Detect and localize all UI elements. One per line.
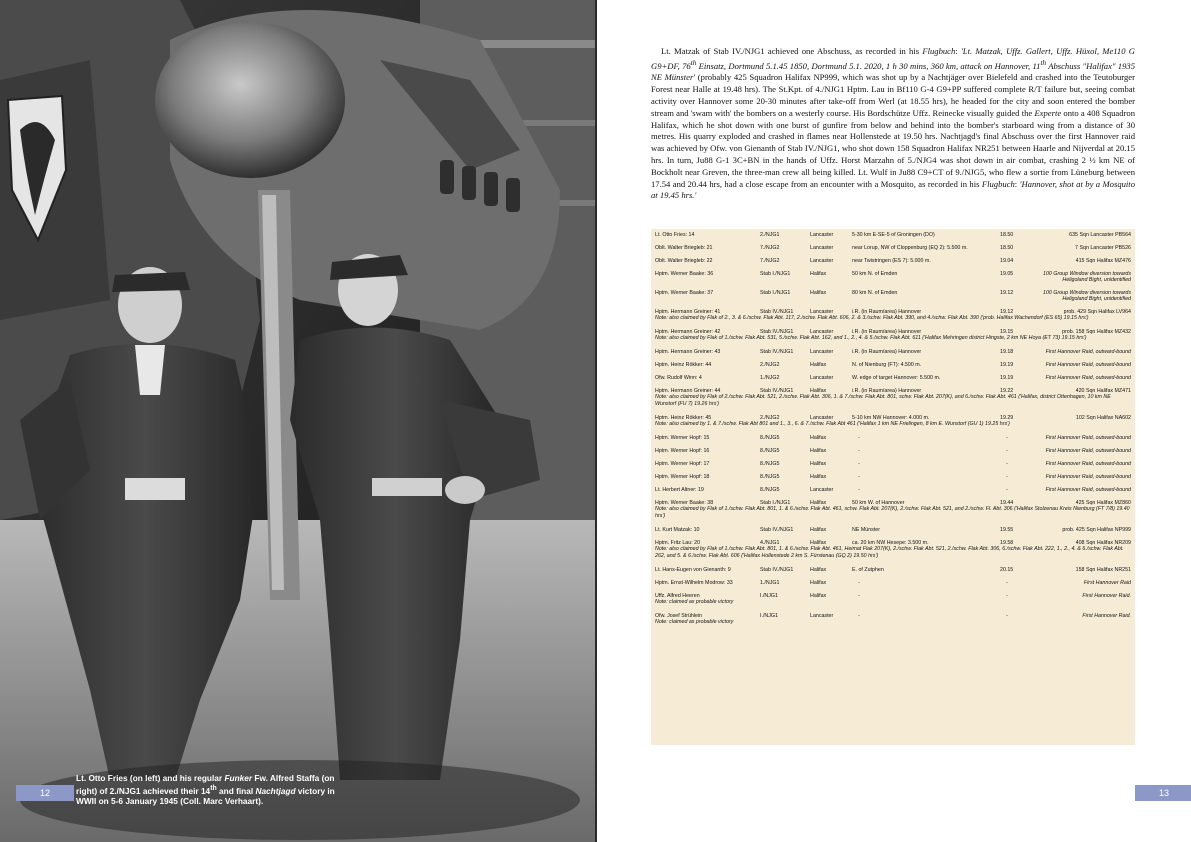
- cell-result: prob. 425 Sqn Halifax NP999: [1062, 527, 1131, 533]
- cell-place: -: [858, 487, 860, 493]
- cell-type: Lancaster: [810, 415, 834, 421]
- cell-pilot: Hptm. Hermann Greiner: 42: [655, 329, 721, 335]
- cell-unit: Stab IV./NJG1: [760, 349, 794, 355]
- cell-result: First Hannover Raid, outward-bound: [1045, 448, 1131, 454]
- table-row: [655, 287, 1131, 302]
- cell-type: Halifax: [810, 567, 827, 573]
- cell-unit: Stab IV./NJG1: [760, 388, 794, 394]
- narrative-paragraph: Lt. Matzak of Stab IV./NJG1 achieved one Abschuss, as recorded in his Flugbuch: 'Lt. Matzak, Uffz. Gallert, Uffz. Hüxol, Me110 G G9+DF, 76th Einsatz, Dortmund 5.1.45 1850, Dortmund 5.1. 2020, 1 h 30 mins, 360 km, attack on Hannover, 11th Abschuss "Halifax" 1935 NE Münster' (probably 425 Squadron Halifax NP999, which was shot up by a Nachtjäger over Bielefeld and crashed into the Teutoburger Forest near Halle at 19.48 hrs). The St.Kpt. of 4./NJG1 Hptm. Lau in Bf110 G-4 G9+PP suffered complete R/T failure but, seeing combat activity over Hannover some 20-30 minutes after take-off from Werl (at 18.55 hrs), he headed for the city and soon entered the bomber stream and 'swam with' the bombers on a westerly course. His Bordschütze Uffz. Reinecke visually guided the Experte onto a 408 Squadron Halifax, which he shot down with one burst of gunfire from below and behind into the bomber's starboard wing from a distance of 30 metres. His quarry exploded and crashed in flames near Hollenstede at 19.50 hrs. Nachtjagd's final Abschuss over the first Hannover raid was achieved by Ofw. von Gienanth of Stab IV./NJG1, who shot down 158 Squadron Halifax NR251 between Haarle and Nijverdal at 20.15 hrs. In turn, Ju88 G-1 3C+BN in the hands of Uffz. Horst Marzahn of 5./NJG4 was shot down in air combat, crashing 2 ½ km NE of Bockholt near Greven, the three-man crew all being killed. Lt. Wulf in Ju88 C9+CT of 9./NJG5, who flew a sortie from Lüneburg between 17.54 and 20.44 hrs, had a close escape from an encounter with a Mosquito, as recorded in his Flugbuch: 'Hannover, shot at by a Mosquito at 19.45 hrs.': [651, 46, 1135, 201]
- cell-pilot: Hptm. Werner Hopf: 16: [655, 448, 710, 454]
- cell-type: Lancaster: [810, 613, 834, 619]
- table-row: [655, 432, 1131, 441]
- cell-pilot: Lt. Herbert Altner: 19: [655, 487, 704, 493]
- cell-pilot: Hptm. Werner Hopf: 18: [655, 474, 710, 480]
- cell-time: 19.18: [1000, 349, 1014, 355]
- cell-unit: Stab IV./NJG1: [760, 329, 794, 335]
- row-spacer: [655, 626, 1131, 630]
- cell-place: near Lorup, NW of Cloppenburg (EQ 2): 5.500 m.: [852, 245, 968, 251]
- cell-result: First Hannover Raid, outward-bound: [1045, 461, 1131, 467]
- cell-type: Halifax: [810, 500, 827, 506]
- cell-time: -: [1006, 487, 1008, 493]
- cell-type: Halifax: [810, 271, 827, 277]
- table-row: [655, 372, 1131, 381]
- cell-type: Lancaster: [810, 349, 834, 355]
- cell-time: 19.58: [1000, 540, 1014, 546]
- cell-place: i.R. (in Raum/area) Hannover: [852, 329, 922, 335]
- cell-type: Lancaster: [810, 245, 834, 251]
- cell-type: Halifax: [810, 593, 827, 599]
- cell-type: Halifax: [810, 290, 827, 296]
- cell-pilot: Lt. Hans-Eugen von Gienanth: 9: [655, 567, 731, 573]
- table-row: [655, 471, 1131, 480]
- cell-place: W. edge of target Hannover: 5.500 m.: [852, 375, 941, 381]
- cell-pilot: Hptm. Heinz Rökker: 45: [655, 415, 712, 421]
- cell-result: 100 Group Window diversion towards Heligoland Bight, unidentified: [1043, 290, 1131, 302]
- cell-unit: I./NJG1: [760, 613, 778, 619]
- row-spacer-cell: [655, 626, 1131, 630]
- cell-unit: Stab I./NJG1: [760, 290, 791, 296]
- cell-pilot: Hptm. Werner Baake: 38: [655, 500, 714, 506]
- cell-unit: Stab IV./NJG1: [760, 309, 794, 315]
- table-row: [655, 306, 1131, 315]
- cell-pilot: Oblt. Walter Briegleb: 21: [655, 245, 713, 251]
- victory-table-body: [655, 229, 1131, 630]
- table-row: [655, 359, 1131, 368]
- cell-type: Halifax: [810, 580, 827, 586]
- cell-place: 50 km W. of Hannover: [852, 500, 905, 506]
- cell-type: Lancaster: [810, 309, 834, 315]
- cell-time: 18.50: [1000, 232, 1014, 238]
- cell-time: -: [1006, 448, 1008, 454]
- cell-result: 425 Sqn Halifax MZ860: [1075, 500, 1131, 506]
- cell-place: -: [858, 461, 860, 467]
- cell-place: E. of Zutphen: [852, 567, 884, 573]
- table-row: [655, 385, 1131, 394]
- cell-time: 20.15: [1000, 567, 1014, 573]
- cell-type: Lancaster: [810, 232, 834, 238]
- cell-place: -: [858, 593, 860, 599]
- cell-note: Note: claimed as probable victory: [655, 619, 734, 625]
- table-row-note: [655, 394, 1131, 408]
- cell-place: -: [858, 448, 860, 454]
- cell-result: First Hannover Raid, outward-bound: [1045, 487, 1131, 493]
- cell-time: 19.44: [1000, 500, 1014, 506]
- table-row: [655, 610, 1131, 619]
- cell-note: Note: also claimed by Flak of 1./schw. Flak Abt. 531, 5./schw. Flak Abt. 162, and 1., 2., 4. & 5./schw. Flak Abt. 611 ('Halifax Mehringen district Hingste, 2 km NE Hoya (ET 73) 19.15 hrs'): [655, 335, 1087, 341]
- cell-unit: Stab IV./NJG1: [760, 567, 794, 573]
- cell-time: -: [1006, 474, 1008, 480]
- cell-place: ca. 20 km NW Hesepe: 3.500 m.: [852, 540, 929, 546]
- cell-result: First Hannover Raid, outward-bound: [1045, 474, 1131, 480]
- cell-result: First Hannover Raid, outward-bound: [1045, 349, 1131, 355]
- cell-place: 50 km N. of Emden: [852, 271, 898, 277]
- cell-pilot: Hptm. Heinz Rökker: 44: [655, 362, 712, 368]
- cell-place: 80 km N. of Emden: [852, 290, 898, 296]
- cell-place: i.R. (in Raum/area) Hannover: [852, 309, 922, 315]
- cell-note: Note: also claimed by Flak of 1./schw. Flak Abt. 801, 1. & 6./schw. Flak Abt. 461, Heimat Flak 207(K), 2./schw. Flak Abt. 521, 2./schw. Flak Abt. 306, 6./schw. Flak Abt. 222, 1., 2., 4. & 6./schw. Flak Abt. 262, and 5. & 6./schw. Flak Abt. 606 ('Halifax Hollenstede 2 km S. Fürstenau (GQ 2) 19.50 hrs'): [655, 546, 1124, 559]
- cell-time: -: [1006, 435, 1008, 441]
- cell-pilot: Lt. Otto Fries: 14: [655, 232, 695, 238]
- cell-type: Halifax: [810, 461, 827, 467]
- cell-time: -: [1006, 593, 1008, 599]
- cell-type: Lancaster: [810, 375, 834, 381]
- cell-result: 635 Sqn Lancaster PB564: [1069, 232, 1131, 238]
- narrative-text: [651, 46, 1135, 202]
- cell-result: First Hannover Raid, outward-bound: [1045, 435, 1131, 441]
- table-row: [655, 577, 1131, 586]
- cell-place: -: [858, 435, 860, 441]
- cell-note: Note: also claimed by Flak of 2./schw. Flak Abt. 521, 2./schw. Flak Abt. 306, 1. & 7./schw. Flak Abt. 801, schw. Flak Abt. 207(K), and 6./schw. Flak Abt. 461 ('Halifax, district Ottenhagen, 10 km NE Wunstorf (FU 7) 19.26 hrs'): [655, 394, 1111, 407]
- cell-place: -: [858, 474, 860, 480]
- cell-note: Note: also claimed by Flak of 1./schw. Flak Abt. 801, 1. & 6./schw. Flak Abt. 461, schw. Flak Abt. 207(K), 2./schw. Flak Abt. 521, and 2./schw. Fl. Abt. 306 ('Halifax Stolzenau Kreis Nienburg (FT 7/8) 19.40 hrs'): [655, 506, 1130, 519]
- table-row-note: [655, 335, 1131, 342]
- cell-pilot: Hptm. Werner Baake: 37: [655, 290, 714, 296]
- cell-result: First Hannover Raid: [1083, 580, 1131, 586]
- cell-pilot: Uffz. Alfred Heeren: [655, 593, 700, 599]
- page-number-left: 12: [16, 785, 74, 801]
- cell-time: 19.05: [1000, 271, 1014, 277]
- table-row: [655, 564, 1131, 573]
- table-row: [655, 537, 1131, 546]
- cell-time: -: [1006, 613, 1008, 619]
- cell-pilot: Hptm. Werner Baake: 36: [655, 271, 714, 277]
- cell-unit: 4./NJG1: [760, 540, 780, 546]
- table-row: [655, 497, 1131, 506]
- cell-unit: Stab I./NJG1: [760, 271, 791, 277]
- table-row: [655, 484, 1131, 493]
- cell-type: Halifax: [810, 540, 827, 546]
- cell-place: -: [858, 580, 860, 586]
- cell-result: First Hannover Raid, outward-bound: [1045, 362, 1131, 368]
- table-row: [655, 326, 1131, 335]
- cell-time: 19.15: [1000, 329, 1014, 335]
- table-row-note: [655, 546, 1131, 560]
- cell-unit: Stab IV./NJG1: [760, 527, 794, 533]
- cell-time: 18.50: [1000, 245, 1014, 251]
- cell-unit: 8./NJG5: [760, 474, 780, 480]
- cell-place: N. of Nienburg (FT): 4.500 m.: [852, 362, 922, 368]
- cell-result: 100 Group Window diversion towards Heligoland Bight, unidentified: [1043, 271, 1131, 283]
- cell-type: Halifax: [810, 388, 827, 394]
- cell-type: Halifax: [810, 362, 827, 368]
- cell-type: Halifax: [810, 448, 827, 454]
- cell-pilot: Oblt. Walter Briegleb: 22: [655, 258, 713, 264]
- cell-result: First Hannover Raid.: [1082, 593, 1131, 599]
- page-number-right: 13: [1135, 785, 1191, 801]
- cell-time: 19.19: [1000, 375, 1014, 381]
- table-row: [655, 590, 1131, 599]
- cell-pilot: Ofw. Rudolf Winn: 4: [655, 375, 702, 381]
- cell-unit: 1./NJG2: [760, 375, 780, 381]
- table-row-note: [655, 315, 1131, 322]
- cell-time: 19.29: [1000, 415, 1014, 421]
- cell-unit: 7./NJG2: [760, 245, 780, 251]
- cell-place: near Twistringen (ES 7): 5.000 m.: [852, 258, 931, 264]
- table-row: [655, 229, 1131, 238]
- table-row: [655, 458, 1131, 467]
- table-row-note: [655, 599, 1131, 606]
- cell-result: 420 Sqn Halifax MZ471: [1075, 388, 1131, 394]
- cell-type: Lancaster: [810, 258, 834, 264]
- cell-result: First Hannover Raid, outward-bound: [1045, 375, 1131, 381]
- cell-unit: 1./NJG1: [760, 580, 780, 586]
- cell-place: 5-30 km E-SE-5 of Groningen (DO): [852, 232, 935, 238]
- cell-time: 19.12: [1000, 290, 1014, 296]
- cell-result: prob. 158 Sqn Halifax MZ432: [1062, 329, 1131, 335]
- table-row-note: [655, 421, 1131, 428]
- table-row: [655, 445, 1131, 454]
- table-row: [655, 268, 1131, 283]
- cell-place: -: [858, 613, 860, 619]
- table-row-note: [655, 506, 1131, 520]
- cell-type: Halifax: [810, 527, 827, 533]
- cell-time: 19.55: [1000, 527, 1014, 533]
- victory-claims-table: [651, 229, 1135, 745]
- cell-type: Halifax: [810, 435, 827, 441]
- cell-time: 19.19: [1000, 362, 1014, 368]
- cell-pilot: Lt. Kurt Matzak: 10: [655, 527, 700, 533]
- cell-place: i.R. (in Raum/area) Hannover: [852, 388, 922, 394]
- cell-result: 7 Sqn Lancaster PB526: [1075, 245, 1131, 251]
- cell-unit: Stab I./NJG1: [760, 500, 791, 506]
- cell-pilot: Hptm. Werner Hopf: 15: [655, 435, 710, 441]
- cell-type: Lancaster: [810, 487, 834, 493]
- cell-place: 5-10 km NW Hannover: 4.000 m.: [852, 415, 930, 421]
- cell-unit: 2./NJG2: [760, 415, 780, 421]
- cell-unit: 2./NJG2: [760, 362, 780, 368]
- cell-unit: 7./NJG2: [760, 258, 780, 264]
- cell-time: 19.12: [1000, 309, 1014, 315]
- cell-unit: 8./NJG5: [760, 435, 780, 441]
- cell-unit: 8./NJG5: [760, 487, 780, 493]
- cell-pilot: Hptm. Ernst-Wilhelm Modrow: 33: [655, 580, 733, 586]
- cell-result: prob. 429 Sqn Halifax LV964: [1063, 309, 1131, 315]
- cell-pilot: Hptm. Hermann Greiner: 43: [655, 349, 721, 355]
- cell-pilot: Hptm. Hermann Greiner: 41: [655, 309, 721, 315]
- cell-unit: 8./NJG5: [760, 461, 780, 467]
- cell-unit: I./NJG1: [760, 593, 778, 599]
- cell-time: -: [1006, 461, 1008, 467]
- cell-note: Note: claimed as probable victory: [655, 599, 734, 605]
- photo-caption: Lt. Otto Fries (on left) and his regular Funker Fw. Alfred Staffa (on right) of 2./NJG1 achieved their 14th and final Nachtjagd victory in WWII on 5-6 January 1945 (Coll. Marc Verhaart).: [76, 773, 335, 806]
- cell-pilot: Hptm. Werner Hopf: 17: [655, 461, 710, 467]
- cell-result: 158 Sqn Halifax NR251: [1075, 567, 1131, 573]
- cell-pilot: Hptm. Hermann Greiner: 44: [655, 388, 721, 394]
- cell-unit: 8./NJG5: [760, 448, 780, 454]
- cell-note: Note: also claimed by Flak of 2., 3. & 6./schw. Flak Abt. 117, 2./schw. Flak Abt. 606, 2. & 3./schw. Flak Abt. 390, and 4./schw. Flak Abt. 390 ('prob. Halifax Wachendorf (ES 65) 19.15 hrs'): [655, 315, 1089, 321]
- cell-pilot: Ofw. Josef Strühlein: [655, 613, 703, 619]
- table-row: [655, 524, 1131, 533]
- cell-result: First Hannover Raid.: [1082, 613, 1131, 619]
- cell-time: 19.22: [1000, 388, 1014, 394]
- cell-place: i.R. (in Raum/area) Hannover: [852, 349, 922, 355]
- cell-pilot: Hptm. Fritz Lau: 20: [655, 540, 701, 546]
- cell-time: -: [1006, 580, 1008, 586]
- cell-type: Halifax: [810, 474, 827, 480]
- spine-gutter: [595, 0, 597, 842]
- cell-type: Lancaster: [810, 329, 834, 335]
- cell-place: NE Münster: [852, 527, 880, 533]
- cell-time: 19.04: [1000, 258, 1014, 264]
- table-row: [655, 412, 1131, 421]
- table-row: [655, 242, 1131, 251]
- cell-result: 408 Sqn Halifax NR209: [1075, 540, 1131, 546]
- cell-result: 415 Sqn Halifax MZ476: [1075, 258, 1131, 264]
- cell-result: 102 Sqn Halifax NA602: [1075, 415, 1131, 421]
- table-row-note: [655, 619, 1131, 626]
- table-row: [655, 346, 1131, 355]
- table-row: [655, 255, 1131, 264]
- cell-unit: 2./NJG1: [760, 232, 780, 238]
- cell-note: Note: also claimed by 1. & 7./schw. Flak Abt 801 and 1., 3., 6. & 7./schw. Flak Abt 461 ('Halifax 1 km NE Frielingen, 8 km E. Wunstorf (GU 1) 19.25 hrs'): [655, 421, 1010, 427]
